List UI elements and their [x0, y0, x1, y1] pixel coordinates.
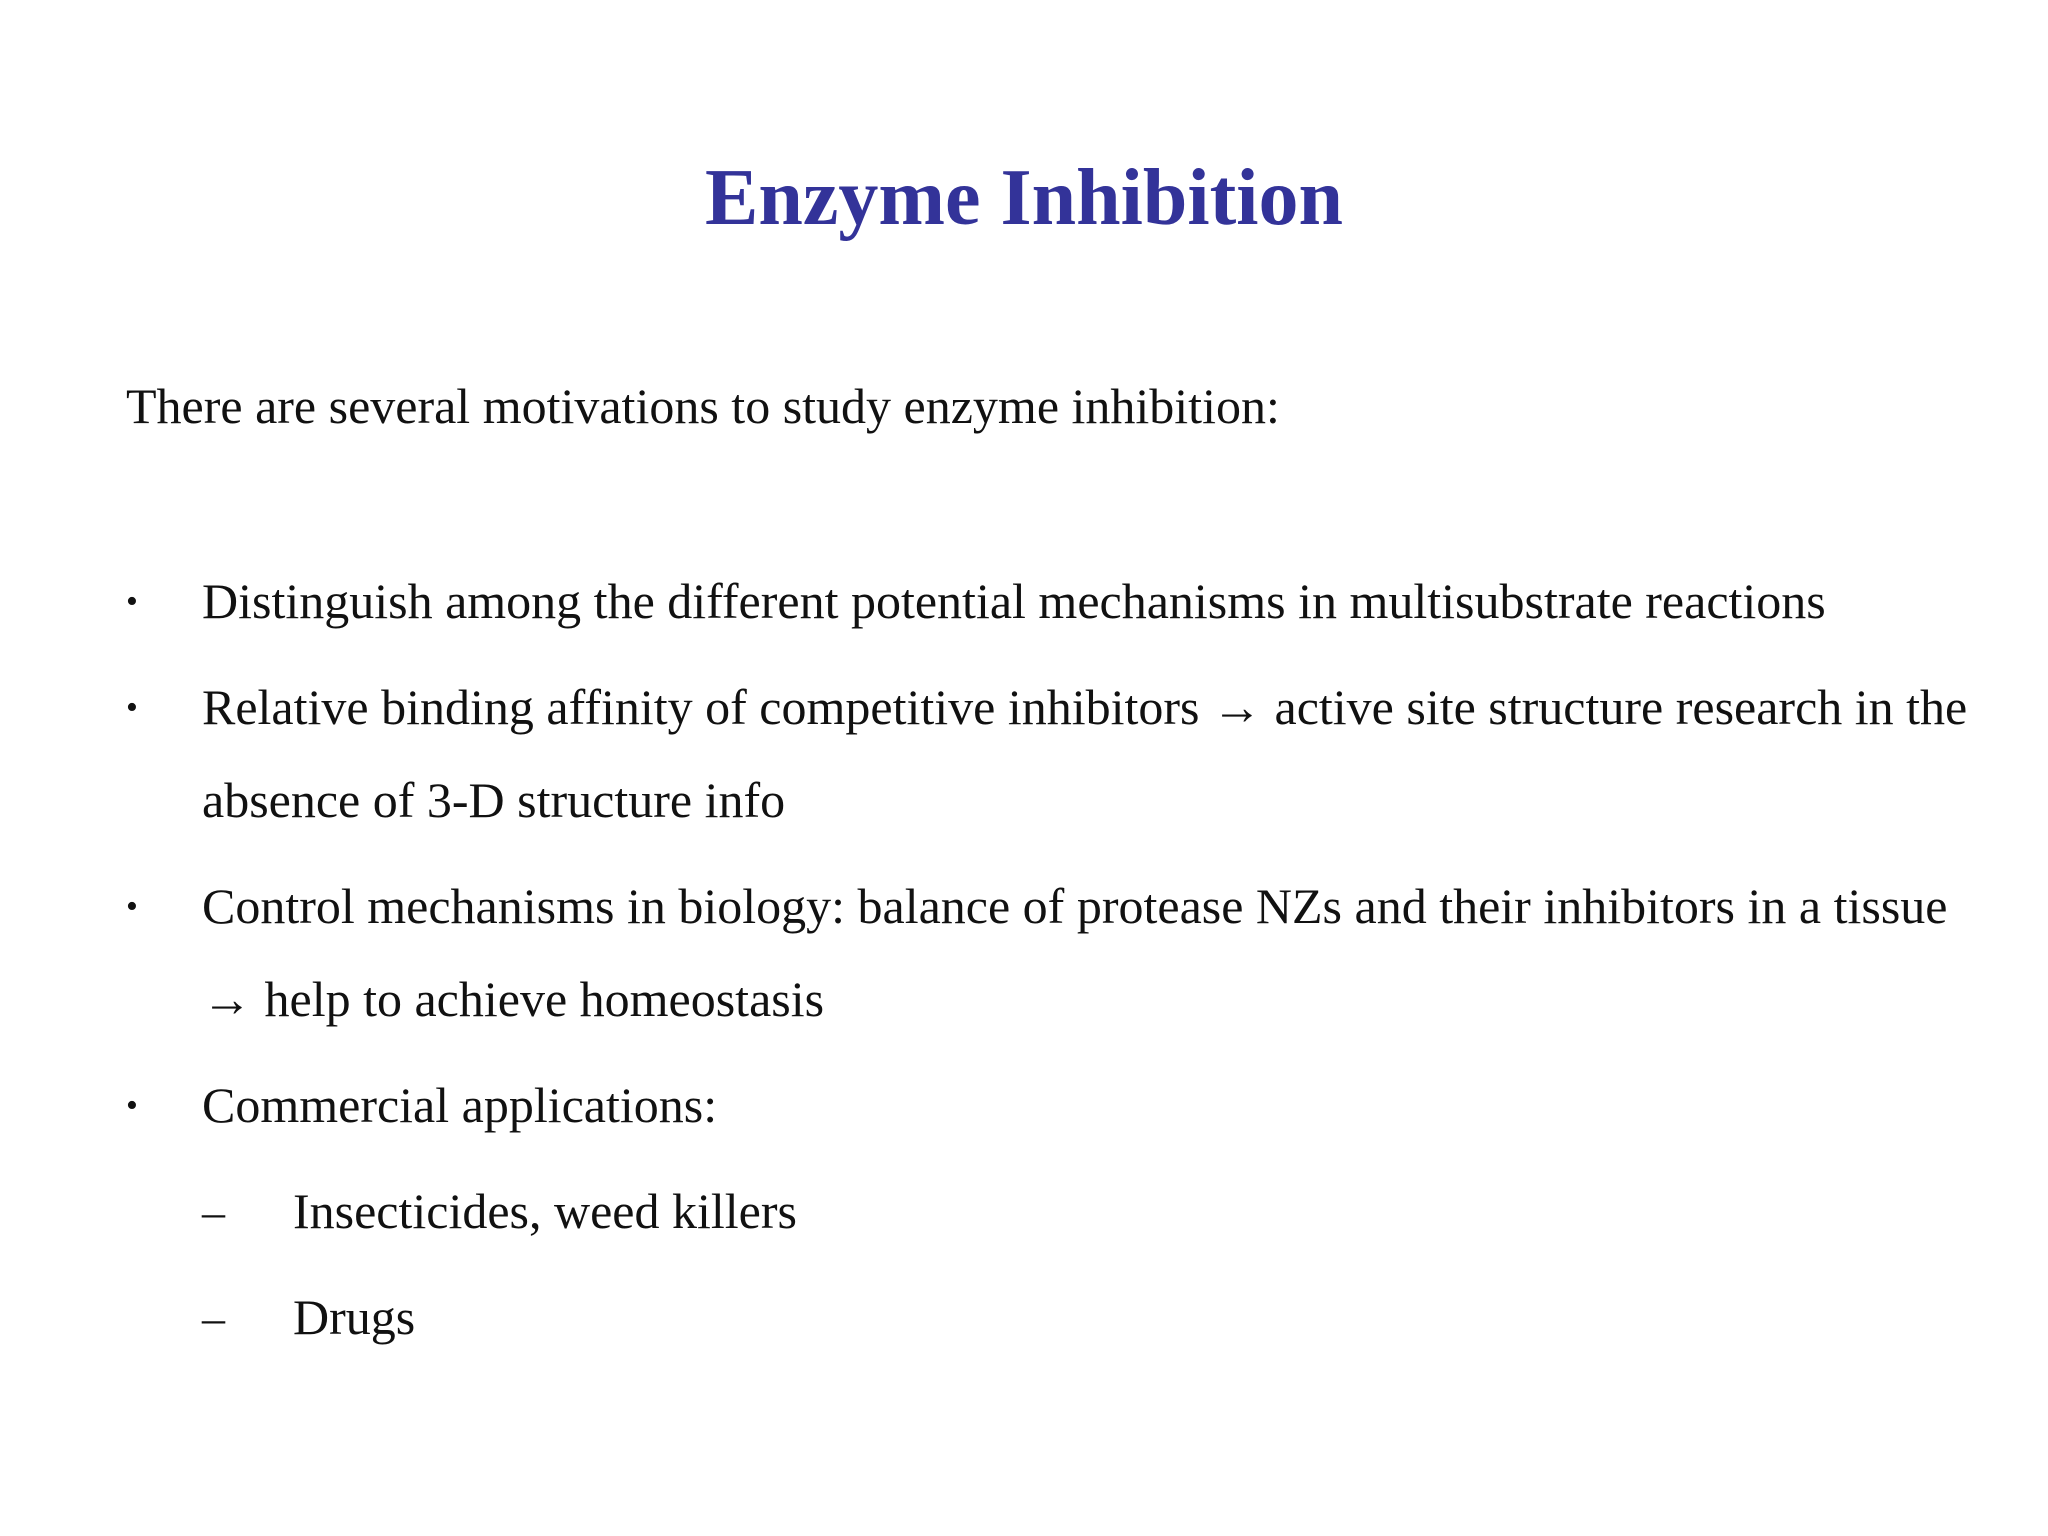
bullet-item-commercial — [126, 1059, 2006, 1364]
dash-icon: – — [202, 1186, 225, 1237]
subitem-text: Insecticides, weed killers — [293, 1183, 797, 1239]
slide-title: Enzyme Inhibition — [705, 154, 1343, 242]
bullet-text: Relative binding affinity of competitive inhibitors → active site structure research in the absence of 3-D structure info — [202, 679, 1968, 828]
intro-text: There are several motivations to study enzyme inhibition: — [126, 378, 1280, 434]
bullet-text: Distinguish among the different potential mechanisms in multisubstrate reactions — [202, 573, 1826, 629]
bullet-icon: • — [126, 583, 138, 620]
bullet-item-mechanisms — [126, 555, 2006, 648]
bullet-icon: • — [126, 689, 138, 726]
subitem-insecticides — [202, 1165, 2006, 1258]
bullet-icon: • — [126, 888, 138, 925]
commercial-sublist — [202, 1165, 2006, 1364]
subitem-drugs — [202, 1271, 2006, 1364]
bullet-text: Commercial applications: — [202, 1077, 718, 1133]
bullet-text: Control mechanisms in biology: balance of protease NZs and their inhibitors in a tissue → help to achieve homeostasis — [202, 878, 1948, 1027]
bullet-list — [126, 555, 2006, 1377]
bullet-item-binding-affinity — [126, 661, 2006, 847]
bullet-item-control-mechanisms — [126, 860, 2006, 1046]
dash-icon: – — [202, 1292, 225, 1343]
subitem-text: Drugs — [293, 1289, 416, 1345]
bullet-icon: • — [126, 1087, 138, 1124]
